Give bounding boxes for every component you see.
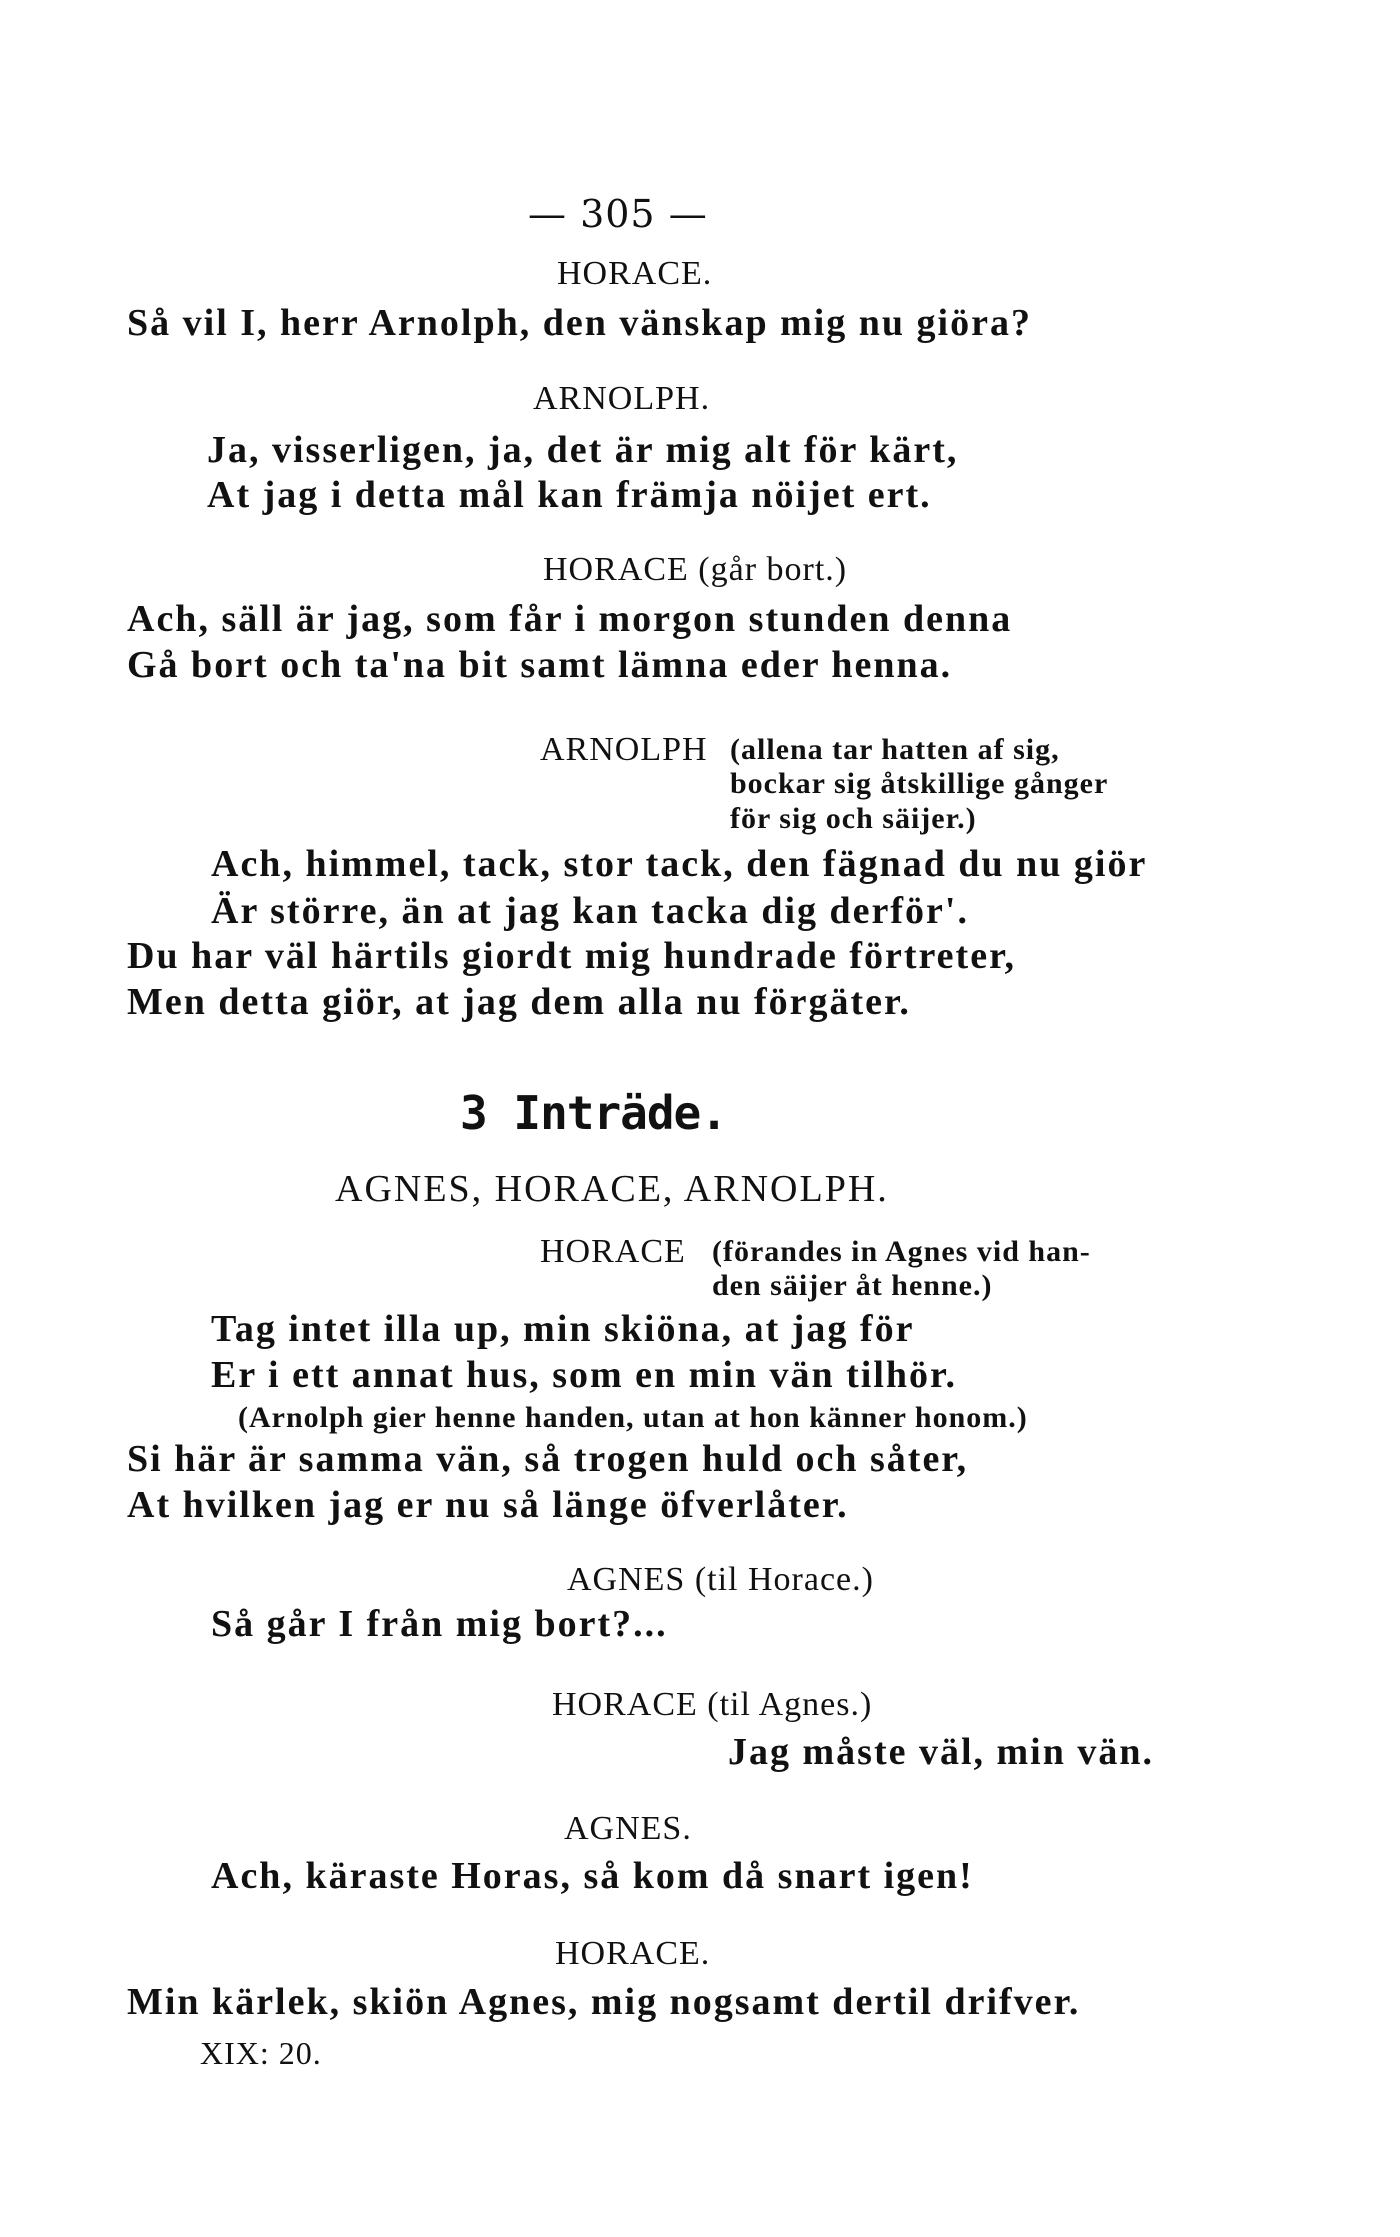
speaker-horace: HORACE (540, 1233, 686, 1270)
scene-heading: 3 Inträde. (460, 1086, 727, 1140)
stage-direction: den säijer åt henne.) (712, 1269, 993, 1302)
speaker-horace-exit: HORACE (går bort.) (543, 551, 848, 588)
stage-direction: (Arnolph gier henne handen, utan at hon känner honom.) (238, 1401, 1028, 1434)
verse-line: Men detta giör, at jag dem alla nu förgäter. (127, 981, 911, 1023)
verse-line: Er i ett annat hus, som en min vän tilhör. (211, 1354, 957, 1396)
stage-direction: (allena tar hatten af sig, (730, 733, 1060, 766)
speaker-agnes: AGNES (til Horace.) (567, 1561, 874, 1598)
speaker-horace: HORACE. (557, 255, 713, 292)
stage-direction: för sig och säijer.) (730, 802, 977, 835)
verse-line: Min kärlek, skiön Agnes, mig nogsamt dertil drifver. (127, 1981, 1081, 2023)
stage-direction: bockar sig åtskillige gånger (730, 767, 1109, 800)
verse-line: Du har väl härtils giordt mig hundrade förtreter, (127, 935, 1016, 977)
verse-line: Si här är samma vän, så trogen huld och såter, (127, 1438, 969, 1480)
verse-line: Är större, än at jag kan tacka dig derför'. (211, 890, 969, 932)
stage-direction: (förandes in Agnes vid han- (712, 1235, 1091, 1268)
speaker-arnolph-alone: ARNOLPH (540, 731, 708, 768)
speaker-agnes: AGNES. (564, 1810, 692, 1847)
speaker-arnolph: ARNOLPH. (533, 380, 711, 417)
verse-line: Tag intet illa up, min skiöna, at jag för (211, 1308, 915, 1350)
page-number: — 305 — (528, 192, 708, 236)
cast-list: AGNES, HORACE, ARNOLPH. (335, 1168, 889, 1210)
verse-line: Ach, säll är jag, som får i morgon stunden denna (127, 598, 1013, 640)
speaker-horace: HORACE. (555, 1935, 711, 1972)
verse-line: Ach, himmel, tack, stor tack, den fägnad du nu giör (211, 843, 1148, 885)
verse-line: Ach, käraste Horas, så kom då snart igen! (211, 1855, 974, 1897)
verse-line: At hvilken jag er nu så länge öfverlåter. (127, 1484, 849, 1526)
signature-mark: XIX: 20. (200, 2035, 322, 2071)
verse-line: Så går I från mig bort?... (211, 1603, 668, 1645)
verse-line: Så vil I, herr Arnolph, den vänskap mig nu giöra? (127, 302, 1032, 344)
verse-line: Gå bort och ta'na bit samt lämna eder henna. (127, 644, 953, 686)
verse-line: At jag i detta mål kan främja nöijet ert. (207, 474, 932, 516)
speaker-horace: HORACE (til Agnes.) (552, 1686, 873, 1723)
verse-line: Jag måste väl, min vän. (728, 1731, 1154, 1773)
verse-line: Ja, visserligen, ja, det är mig alt för kärt, (207, 429, 959, 471)
